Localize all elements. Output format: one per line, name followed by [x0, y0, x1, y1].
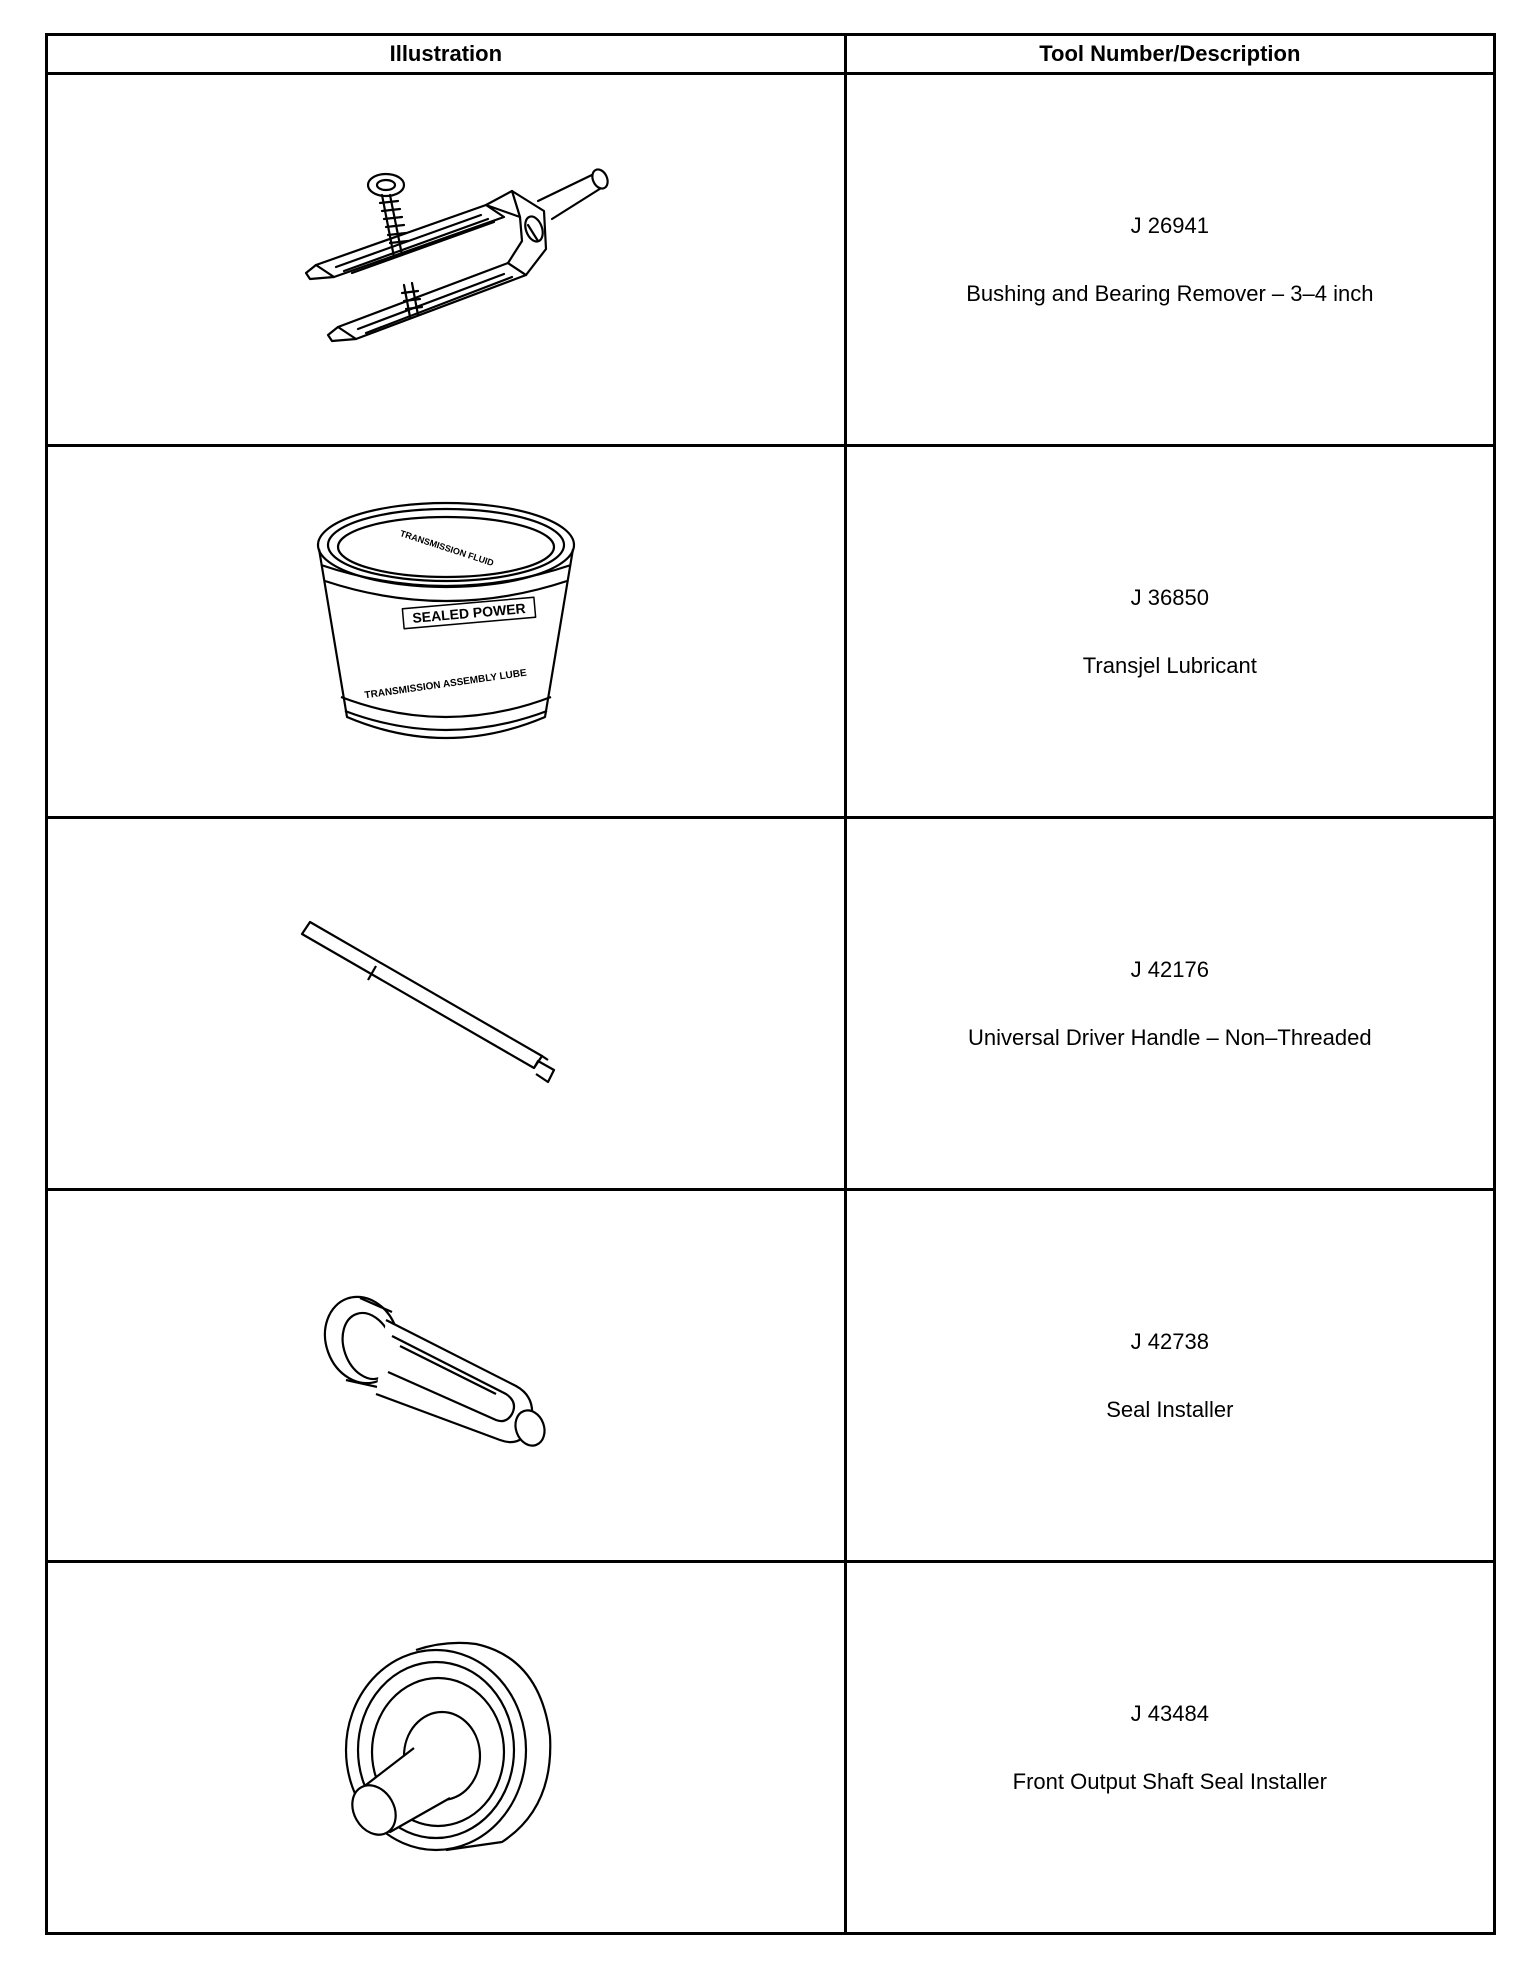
tool-description: Seal Installer [1106, 1396, 1234, 1422]
driver-handle-icon [286, 914, 606, 1094]
table-row [47, 446, 1495, 818]
special-tools-table [45, 33, 1496, 1935]
lubricant-tub-icon [311, 497, 581, 767]
table-header-row [47, 35, 1495, 74]
tool-number: J 36850 [1130, 584, 1209, 610]
table-row [47, 74, 1495, 446]
tool-description: Bushing and Bearing Remover – 3–4 inch [966, 280, 1374, 306]
body-label-text: TRANSMISSION ASSEMBLY LUBE [363, 667, 528, 701]
lid-label-text: TRANSMISSION FLUID [398, 527, 495, 568]
bushing-bearing-remover-icon [276, 145, 616, 375]
tool-number: J 42176 [1130, 956, 1209, 982]
tool-description: Front Output Shaft Seal Installer [1012, 1768, 1327, 1794]
seal-installer-icon [316, 1276, 576, 1476]
illustration-cell [47, 1190, 846, 1562]
illustration-cell [47, 1562, 846, 1934]
header-illustration: Illustration [47, 35, 846, 74]
description-cell [845, 1562, 1494, 1934]
tool-description: Universal Driver Handle – Non–Threaded [968, 1024, 1372, 1050]
description-cell [845, 818, 1494, 1190]
tool-number: J 26941 [1130, 212, 1209, 238]
description-cell [845, 446, 1494, 818]
front-output-shaft-seal-installer-icon [326, 1628, 566, 1868]
table-row [47, 1190, 1495, 1562]
brand-label-text: SEALED POWER [411, 599, 527, 626]
illustration-cell [47, 818, 846, 1190]
header-tool-description: Tool Number/Description [845, 35, 1494, 74]
table-row [47, 1562, 1495, 1934]
tool-number: J 42738 [1130, 1328, 1209, 1354]
tool-number: J 43484 [1130, 1700, 1209, 1726]
illustration-cell [47, 74, 846, 446]
tool-description: Transjel Lubricant [1082, 652, 1257, 678]
description-cell [845, 1190, 1494, 1562]
illustration-cell [47, 446, 846, 818]
table-row [47, 818, 1495, 1190]
description-cell [845, 74, 1494, 446]
